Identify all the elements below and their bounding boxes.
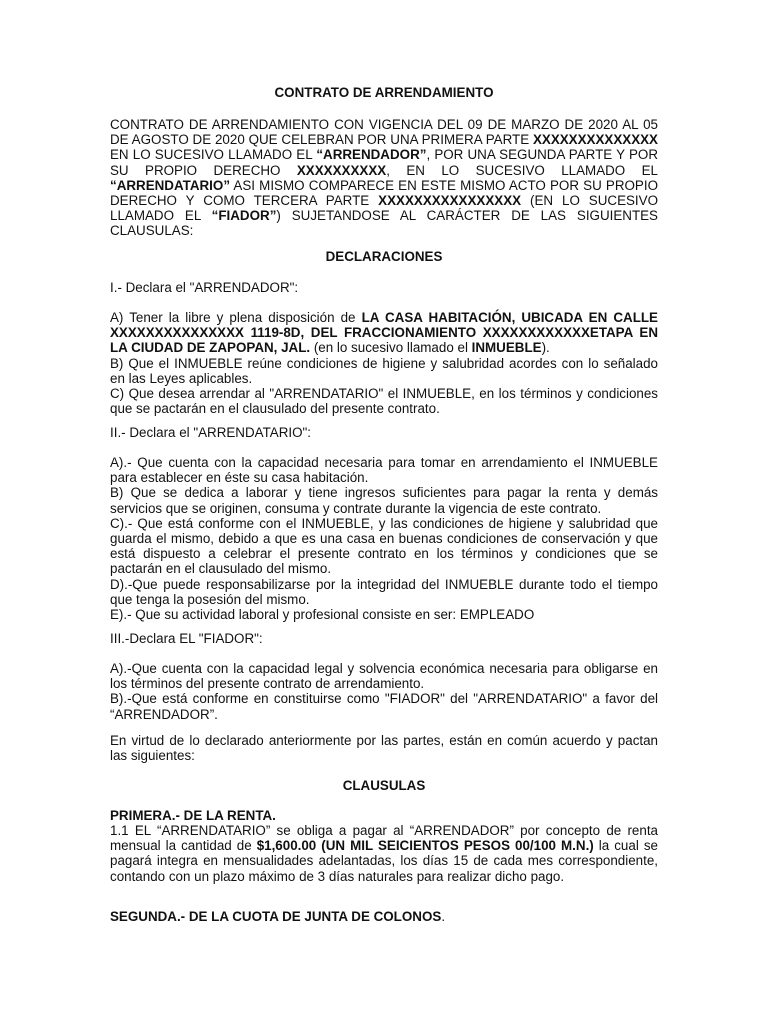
decl-arrendatario-heading: II.- Declara el "ARRENDATARIO": [110,425,311,440]
decl-arrendador-a [110,310,658,356]
decl-fiador-items [110,661,658,722]
decl-arrendatario-a: A).- Que cuenta con la capacidad necesaria para tomar en arrendamiento el INMUEBLE para establecer en éste su casa habitación. [110,455,658,486]
decl-i-a-run: ). [541,340,550,356]
decl-arrendador-b: B) Que el INMUEBLE reúne condiciones de higiene y salubridad acordes con lo señalado en las Leyes aplicables. [110,355,658,386]
primera-clause-1-1 [110,823,658,884]
segunda-heading [110,909,658,924]
decl-arrendador-c: C) Que desea arrendar al "ARRENDATARIO" el INMUEBLE, en los términos y condiciones que se pactarán en el clausulado del presente contrato. [110,386,658,417]
decl-arrendatario-c: C).- Que está conforme con el INMUEBLE, y las condiciones de higiene y salubridad que guarda el mismo, debido a que es una casa en buenas condiciones de conservación y que está dispuesto a celebrar el presente contrato en los términos y condiciones que se pactarán en el clausulado del mismo. [110,515,658,577]
decl-fiador-heading: III.-Declara EL "FIADOR": [110,631,263,646]
decl-arrendador-heading: I.- Declara el "ARRENDADOR": [110,280,299,295]
intro-run: ) SUJETANDOSE AL CARÁCTER DE LAS SIGUIENTES CLAUSULAS: [110,208,658,239]
decl-arrendatario-e: E).- Que su actividad laboral y profesional consiste en ser: EMPLEADO [110,607,535,623]
decl-i-a-run: A) Tener la libre y plena disposición de [110,310,362,325]
decl-arrendatario-b: B) Que se dedica a laborar y tiene ingresos suficientes para pagar la renta y demás servicios que se originen, consuma y contrate durante la vigencia de este contrato. [110,485,658,516]
decl-arrendatario-d: D).-Que puede responsabilizarse por la integridad del INMUEBLE durante todo el tiempo que tenga la posesión del mismo. [110,576,658,607]
document-title: CONTRATO DE ARRENDAMIENTO [274,85,494,100]
decl-i-a-run: (en lo sucesivo llamado el [310,340,472,356]
intro-run: “ARRENDADOR” [316,147,427,163]
primera-1-1-run: $1,600.00 (UN MIL SEICIENTOS PESOS 00/100 M.N.) [256,838,594,854]
intro-run: “ARRENDATARIO” [110,177,231,193]
intro-run: (EN LO SUCESIVO LLAMADO EL [110,193,658,224]
intro-paragraph [110,117,658,239]
decl-i-a-run: INMUEBLE [471,340,542,356]
intro-run: ASI MISMO COMPARECE EN ESTE MISMO ACTO POR SU PROPIO DERECHO Y COMO TERCERA PARTE [110,177,658,209]
decl-i-a-run: LA CASA HABITACIÓN, UBICADA EN CALLE XXXXXXXXXXXXXXX 1119-8D, DEL FRACCIONAMIENTO XXXXXXXXXXXXETAPA EN LA CIUDAD DE ZAPOPAN, JAL. [110,310,658,356]
intro-run: EN LO SUCESIVO LLAMADO EL [110,147,317,163]
intro-run: XXXXXXXXXXXXXX [532,132,658,148]
clausulas-heading: CLAUSULAS [342,778,426,793]
intro-run: , POR UNA SEGUNDA PARTE Y POR SU PROPIO DERECHO [110,147,658,178]
primera-heading: PRIMERA.- DE LA RENTA. [110,808,276,823]
segunda-heading-tail: . [441,909,446,924]
segunda-heading-text: SEGUNDA.- DE LA CUOTA DE JUNTA DE COLONOS [110,909,442,924]
primera-1-1-run: la cual se pagará integra en mensualidades adelantadas, los días 15 de cada mes correspondiente, contando con un plazo máximo de 3 días naturales para realizar dicho pago. [110,838,658,884]
intro-run: “FIADOR” [211,208,277,224]
decl-fiador-b: B).-Que está conforme en constituirse como "FIADOR" del "ARRENDATARIO" a favor del “ARRENDADOR”. [110,691,658,722]
intro-run: XXXXXXXXXX [296,162,387,178]
decl-arrendador-items [110,310,658,416]
intro-run: , EN LO SUCESIVO LLAMADO EL [386,162,658,178]
virtud-paragraph: En virtud de lo declarado anteriormente por las partes, están en común acuerdo y pactan las siguientes: [110,733,658,764]
primera-1-1-run: 1.1 EL “ARRENDATARIO” se obliga a pagar al “ARRENDADOR” por concepto de renta mensual la cantidad de [110,823,658,854]
intro-run: CONTRATO DE ARRENDAMIENTO CON VIGENCIA DEL 09 DE MARZO DE 2020 AL 05 DE AGOSTO DE 2020 QUE CELEBRAN POR UNA PRIMERA PARTE [110,117,658,148]
decl-arrendatario-items [110,455,658,622]
intro-run: XXXXXXXXXXXXXXXX [378,193,522,209]
declaraciones-heading: DECLARACIONES [325,249,443,264]
decl-fiador-a: A).-Que cuenta con la capacidad legal y solvencia económica necesaria para obligarse en los términos del presente contrato de arrendamiento. [110,661,658,692]
